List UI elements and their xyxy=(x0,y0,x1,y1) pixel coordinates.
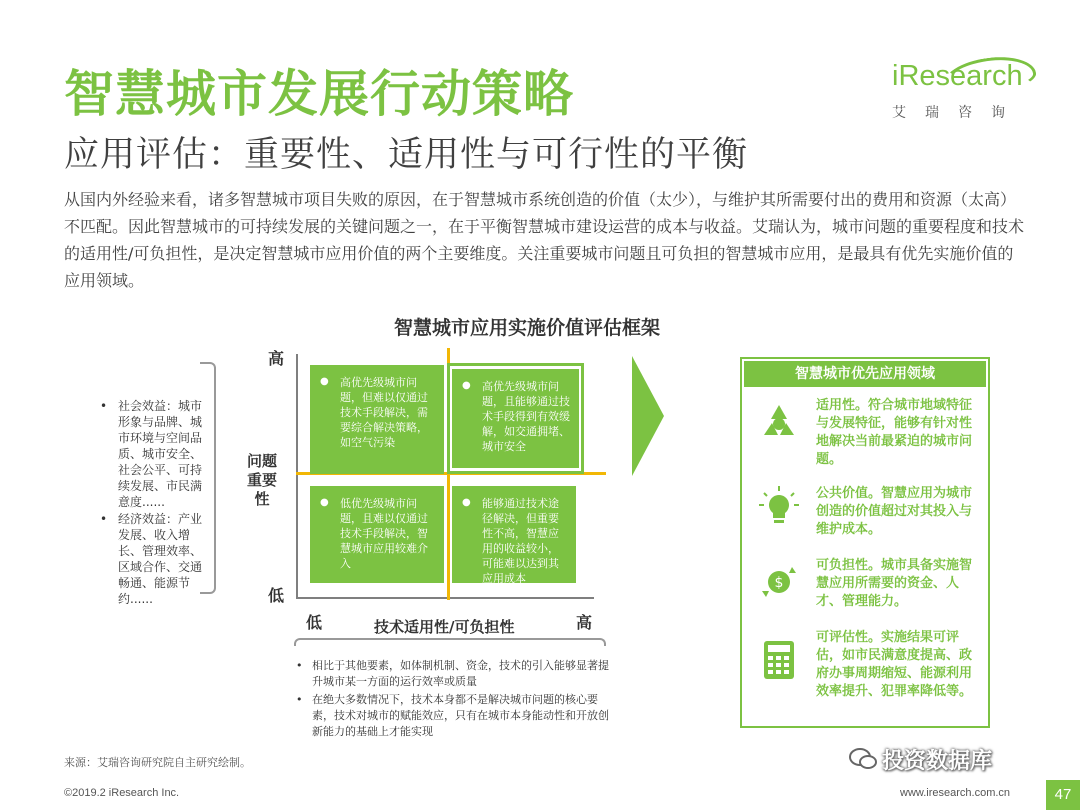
website-link[interactable]: www.iresearch.com.cn xyxy=(900,787,1011,799)
page-number: 47 xyxy=(1046,780,1080,810)
bottom-note-1: • 相比于其他要素，如体制机制、资金，技术的引入能够显著提升城市某一方面的运行效率或质量 xyxy=(290,658,610,690)
priority-areas-panel xyxy=(740,357,990,728)
copyright: ©2019.2 iResearch Inc. xyxy=(64,787,180,799)
money-cycle-icon xyxy=(756,559,802,605)
puzzle-icon xyxy=(756,401,802,447)
priority-item-affordability xyxy=(748,555,986,619)
chevron-right-icon xyxy=(632,356,664,476)
page-subtitle: 应用评估：重要性、适用性与可行性的平衡 xyxy=(64,135,749,175)
framework-title: 智慧城市应用实施价值评估框架 xyxy=(394,317,661,339)
bottom-note-2: • 在绝大多数情况下，技术本身都不是解决城市问题的核心要素，技术对城市的赋能效应，只有在城市本身能动性和开放创新能力的基础上才能实现 xyxy=(290,692,610,740)
y-axis-high-label: 高 xyxy=(268,349,285,368)
priority-item-text: 适用性。符合城市地域特征与发展特征，能够有针对性地解决当前最紧迫的城市问题。 xyxy=(816,398,973,467)
calculator-icon xyxy=(756,637,802,683)
left-note-economic: • 经济效益：产业发展、收入增长、管理效率、区域合作、交通畅通、能源节约...... xyxy=(96,511,212,607)
x-axis-high-label: 高 xyxy=(576,613,593,632)
watermark-text: 投资数据库 xyxy=(882,749,993,774)
quadrant-top-right: ● 高优先级城市问题，且能够通过技术手段得到有效缓解，如交通拥堵、城市安全 xyxy=(452,369,579,468)
quadrant-top-left: ● 高优先级城市问题，但难以仅通过技术手段解决，需要综合解决策略，如空气污染 xyxy=(310,365,444,474)
page-title: 智慧城市发展行动策略 xyxy=(64,65,574,123)
x-axis-low-label: 低 xyxy=(306,613,323,632)
priority-item-text: 公共价值。智慧应用为城市创造的价值超过对其投入与维护成本。 xyxy=(816,486,973,537)
quadrant-bottom-left: ● 低优先级城市问题，且难以仅通过技术手段解决，智慧城市应用较难介入 xyxy=(310,486,444,583)
intro-paragraph: 从国内外经验来看，诸多智慧城市项目失败的原因，在于智慧城市系统创造的价值（太少），与维护其所需要付出的费用和资源（太高）不匹配。因此智慧城市的可持续发展的关键问题之一，在于平衡智慧城市建设运营的成本与收益。艾瑞认为，城市问题的重要程度和技术的适用性/可负担性，是决定智慧城市应用价值的两个主要维度。关注重要城市问题且可负担的智慧城市应用，是最具有优先实施价值的应用领域。 xyxy=(64,190,1025,290)
priority-item-text: 可负担性。城市具备实施智慧应用所需要的资金、人才、管理能力。 xyxy=(816,558,973,609)
priority-item-public-value xyxy=(748,483,986,547)
svg-text:$: $ xyxy=(774,575,784,591)
logo-wordmark: iResearch xyxy=(892,60,1023,92)
wechat-icon xyxy=(848,746,878,772)
priority-areas-header: 智慧城市优先应用领域 xyxy=(744,361,986,387)
bottom-notes-list xyxy=(290,658,610,742)
priority-item-text: 可评估性。实施结果可评估，如市民满意度提高、政府办事周期缩短、能源利用效率提升、犯罪率降低等。 xyxy=(816,630,973,699)
y-axis-title: 问题重要性 xyxy=(246,452,277,508)
quadrant-bottom-right: ● 能够通过技术途径解决，但重要性不高，智慧应用的收益较小，可能难以达到其应用成本 xyxy=(452,486,576,583)
bottom-bracket-top xyxy=(294,638,606,646)
priority-item-evaluability xyxy=(748,627,986,723)
y-axis-low-label: 低 xyxy=(268,586,285,605)
left-notes-list xyxy=(96,398,212,608)
x-axis-title: 技术适用性/可负担性 xyxy=(374,618,515,636)
iresearch-logo xyxy=(884,60,1034,126)
source-note: 来源：艾瑞咨询研究院自主研究绘制。 xyxy=(64,756,251,769)
logo-chinese-name: 艾瑞咨询 xyxy=(892,105,1024,121)
lightbulb-icon xyxy=(756,485,802,531)
left-note-social: • 社会效益：城市形象与品牌、城市环境与空间品质、城市安全、社会公平、可持续发展、市民满意度...... xyxy=(96,398,212,510)
priority-item-applicability xyxy=(748,395,986,475)
